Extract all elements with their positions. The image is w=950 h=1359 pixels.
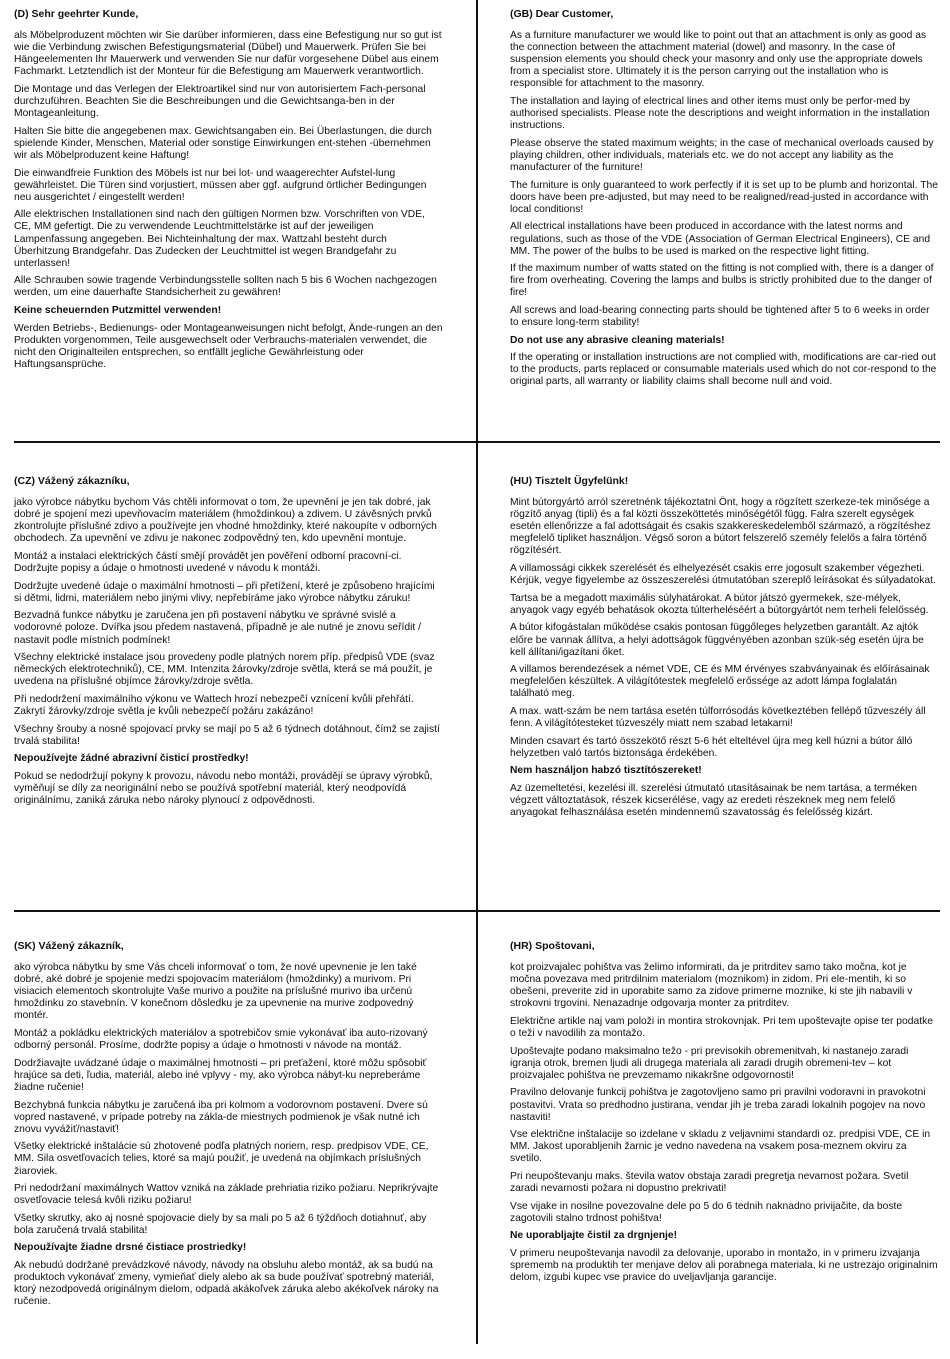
section-title: (HU) Tisztelt Ügyfelünk! xyxy=(510,475,629,487)
paragraph: kot proizvajalec pohištva vas želimo informirati, da je pritrditev samo tako močna, kot je močna povezava med pritrdilnim materialom (moznikom) in zidom. Pri ele-mentih, ki so obešeni, preverite zid in uporabite samo za zidove primerne moznike, ki ste jih nabavili v strokovni trgovini. Nenazadnje odgovarja monter za pritrditev. xyxy=(510,962,913,1010)
horizontal-divider-1 xyxy=(14,441,940,443)
paragraph: Pravilno delovanje funkcij pohištva je zagotovljeno samo pri pravilni vodoravni in pravokotni postavitvi. Vrata so predhodno justirana, vendar jih je treba zaradi lokalnih pogojev na novo nastaviti! xyxy=(510,1087,926,1123)
paragraph: Ak nebudú dodržané prevádzkové návody, návody na obsluhu alebo montáž, ak sa budú na produktoch vykonávať zmeny, vymieňať diely alebo ak sa bude používať spotrebný materiál, ktorý nezodpovedá originálnym dielom, odpadá akákoľvek záruka alebo akékoľvek nároky na ručenie. xyxy=(14,1260,439,1308)
paragraph: All screws and load-bearing connecting parts should be tightened after 5 to 6 weeks in order to ensure long-term stability! xyxy=(510,304,930,329)
paragraph: Dodržiavajte uvádzané údaje o maximálnej hmotnosti – pri preťažení, ktoré môžu spôsobiť hrajúce sa deti, ľudia, materiál, alebo iné vplyvy - my, ako výrobca nábyt-ku nepreberáme žiadne ručenie! xyxy=(14,1057,427,1093)
paragraph: Alle elektrischen Installationen sind nach den gültigen Normen bzw. Vorschriften von VDE, CE, MM gefertigt. Die zu verwendende Leuchtmittelstärke ist auf der jeweiligen Lampenfassung angegeben. Bei Nichteinhaltung der max. Wattzahl besteht durch Überhitzung Brandgefahr. Das Zudecken der Leuchtmittel ist wegen Brandgefahr zu unterlassen! xyxy=(14,209,425,269)
paragraph: Všetky skrutky, ako aj nosné spojovacie diely by sa mali po 5 až 6 týždňoch dotiahnuť, aby bola zaručená trvalá stabilita! xyxy=(14,1212,427,1236)
paragraph: A villamossági cikkek szerelését és elhelyezését csakis erre jogosult szakember végezheti. Kérjük, vegye figyelembe az összeszerelési útmutatóban szereplő leírásokat és súlyadatokat. xyxy=(510,563,936,587)
section-hr xyxy=(510,940,938,1290)
paragraph: Při nedodržení maximálního výkonu ve Wattech hrozí nebezpečí vznícení kvůli přehřátí. Zakrytí žárovky/zdroje světla je kvůli nebezpečí požáru zakázáno! xyxy=(14,693,414,717)
vertical-divider xyxy=(476,0,478,1344)
paragraph: als Möbelproduzent möchten wir Sie darüber informieren, dass eine Befestigung nur so gut ist wie die Verbindung zwischen Befestigungsmaterial (Dübel) und Mauerwerk. Prüfen Sie bei Hängeelementen Ihr Mauerwerk und verwenden Sie nur dafür vorgesehene Dübel aus einem Fachmarkt. Letztendlich ist der Monteur für die Befestigung am Mauerwerk verantwortlich. xyxy=(14,30,442,78)
cleaning-warning: Do not use any abrasive cleaning materials! xyxy=(510,334,725,346)
paragraph: Halten Sie bitte die angegebenen max. Gewichtsangaben ein. Bei Überlastungen, die durch spielende Kinder, Menschen, Material oder sonstige Einwirkungen ent-stehen -übernehmen wir als Möbelproduzent keine Haftung! xyxy=(14,125,432,161)
paragraph: A max. watt-szám be nem tartása esetén túlforrósodás következtében fellépő tűzveszély áll fenn. A világítótesteket túzveszély miatt nem szabad letakarni! xyxy=(510,706,926,730)
paragraph: Die einwandfreie Funktion des Möbels ist nur bei lot- und waagerechter Aufstel-lung gewährleistet. Die Türen sind vorjustiert, müssen aber ggf. aufgrund örtlicher Bedingungen neu ausgerichtet / eingestellt werden! xyxy=(14,167,427,203)
paragraph: Upoštevajte podano maksimalno težo - pri previsokih obremenitvah, ki nastanejo zaradi igranja otrok, bremen ljudi ali drugega materiala ali zaradi drugih obremeni-tev – kot proizvajalec pohištva ne prevzemamo nikakršne odgovornosti! xyxy=(510,1045,909,1081)
paragraph: Dodržujte uvedené údaje o maximální hmotnosti – při přetížení, které je způsobeno hrajícími si dětmi, lidmi, materiálem nebo jinými vlivy, nepřebíráme jako výrobce nábytku záruku! xyxy=(14,580,435,604)
section-hu xyxy=(510,475,938,825)
cleaning-warning: Nepoužívajte žiadne drsné čistiace prostriedky! xyxy=(14,1242,247,1254)
section-title: (CZ) Vážený zákazníku, xyxy=(14,475,130,487)
paragraph: Všechny elektrické instalace jsou provedeny podle platných norem příp. předpisů VDE (svaz německých elektrotechniků), CE, MM. Intenzita žárovky/zdroje světla, která se má použít, je uvedena na příslušné objímce žárovky/zdroje světla. xyxy=(14,652,435,688)
paragraph: Pri nedodržaní maximálnych Wattov vzniká na základe prehriatia riziko požiaru. Neprikrývajte osvetľovacie telesá kvôli riziku požiaru! xyxy=(14,1183,439,1207)
paragraph: Vse električne inštalacije so izdelane v skladu z veljavnimi standardi oz. predpisi VDE, CE in MM. Jakost uporabljenih žarnic je vedno navedena na vsakem posa-meznem okviru za svetilo. xyxy=(510,1129,931,1165)
paragraph: Die Montage und das Verlegen der Elektroartikel sind nur von autorisiertem Fach-personal durchzuführen. Beachten Sie die Beschreibungen und die Gewichtsanga-ben in der Montageanleitung. xyxy=(14,83,426,120)
paragraph: Tartsa be a megadott maximális súlyhatárokat. A bútor játszó gyermekek, sze-mélyek, anyagok vagy egyéb behatások okozta túlterheléséért a bútorgyártót nem terheli felelősség. xyxy=(510,592,929,616)
paragraph: Montáž a pokládku elektrických materiálov a spotrebičov smie vykonávať iba auto-rizovaný odborný personál. Prosíme, dodržte popisy a údaje o hmotnosti v návode na montáž. xyxy=(14,1028,428,1052)
paragraph: Minden csavart és tartó összekötő részt 5-6 hét elteltével újra meg kell húzni a bútor álló helyzetben való tartós biztonsága érdekében. xyxy=(510,735,913,759)
paragraph: If the operating or installation instructions are not complied with, modifications are car-ried out to the products, parts replaced or consumable materials used which do not cor-respond to the original parts, all warranty or liability claims shall become null and void. xyxy=(510,352,937,388)
paragraph: Montáž a instalaci elektrických částí smějí provádět jen pověření odborní pracovní-ci. Dodržujte popisy a údaje o hmotnosti uvedené v návodu k montáži. xyxy=(14,550,402,575)
paragraph: Električne artikle naj vam položi in montira strokovnjak. Pri tem upoštevajte opise ter podatke o teži v navodilih za montažo. xyxy=(510,1015,933,1040)
cleaning-warning: Ne uporabljajte čistil za drgnjenje! xyxy=(510,1230,678,1242)
paragraph: A villamos berendezések a német VDE, CE és MM érvényes szabványainak és előírásainak megfelelően készültek. A világítótestek megfelelő erőssége az adott lámpa foglalatán található meg. xyxy=(510,664,930,700)
paragraph: If the maximum number of watts stated on the fitting is not complied with, there is a danger of fire from overheating. Covering the lamps and bulbs is strictly prohibited due to the danger of fire! xyxy=(510,263,934,299)
paragraph: Werden Betriebs-, Bedienungs- oder Montageanweisungen nicht befolgt, Ände-rungen an den Produkten vorgenommen, Teile ausgewechselt oder Verbrauchs-materialen verwendet, die nicht den Originalteilen entsprechen, so entfällt jegliche Gewährleistung oder Haftungsansprüche. xyxy=(14,322,443,370)
paragraph: The furniture is only guaranteed to work perfectly if it is set up to be plumb and horizontal. The doors have been pre-adjusted, but may need to be realigned/read-justed in accordance with local conditions! xyxy=(510,179,938,215)
paragraph: V primeru neupoštevanja navodil za delovanje, uporabo in montažo, in v primeru izvajanja sprememb na produktih ter menjave delov ali porabnega materiala, ki ne ustrezajo originalnim delom, izgubi kupec vse pravice do uveljavljanja garancije. xyxy=(510,1247,938,1284)
paragraph: Bezvadná funkce nábytku je zaručena jen při postavení nábytku ve správné svislé a vodorovné poloze. Dvířka jsou předem nastavená, případně je ale nutné je znovu seřídit / nastavit podle místních podmínek! xyxy=(14,610,421,646)
paragraph: jako výrobce nábytku bychom Vás chtěli informovat o tom, že upevnění je jen tak dobré, jak dobré je spojení mezi upevňovacím materiálem (hmoždinkou) a zdivem. U závěsných prvků zkontrolujte příslušné zdivo a používejte jen vhodné hmoždinky, které nakoupíte v odborných obchodech. Za upevnění ve zdivu je nakonec zodpovědný ten, kdo upevnění montuje. xyxy=(14,497,437,545)
section-sk xyxy=(14,940,444,1314)
cleaning-warning: Nepoužívejte žádné abrazivní čisticí prostředky! xyxy=(14,753,249,765)
paragraph: Pokud se nedodržují pokyny k provozu, návodu nebo montáži, provádějí se úpravy výrobků, vyměňují se díly za neoriginální nebo se používá spotřební materiál, který neodpovídá originálnímu, zaniká záruka nebo nároky plynoucí z odpovědnosti. xyxy=(14,770,433,807)
section-title: (D) Sehr geehrter Kunde, xyxy=(14,8,139,20)
paragraph: Alle Schrauben sowie tragende Verbindungsstelle sollten nach 5 bis 6 Wochen nachgezogen werden, um eine dauerhafte Standsicherheit zu gewähren! xyxy=(14,275,437,299)
paragraph: Všechny šrouby a nosné spojovací prvky se mají po 5 až 6 týdnech dotáhnout, čímž se zajistí trvalá stabilita! xyxy=(14,723,440,747)
paragraph: Bezchybná funkcia nábytku je zaručená iba pri kolmom a vodorovnom postavení. Dvere sú vopred nastavené, v prípade potreby na zákla-de miestnych podmienok je však nutné ich znovu vyvážiť/nastaviť! xyxy=(14,1099,428,1135)
paragraph: Mint bútorgyártó arról szeretnénk tájékoztatni Önt, hogy a rögzített szerkeze-tek minősége a rögzítő anyag (tipli) és a fal közti összeköttetés minőségétől függ. Falra szerelt egységek esetén ellenőrizze a fal adottságait és csakis szakkereskedelemből származó, a rögzítéshez megfelelő tipliket használjon. Végső soron a bútort felszerelő személy felelős a falra történő rögzítésért. xyxy=(510,497,931,557)
paragraph: All electrical installations have been produced in accordance with the latest norms and regulations, such as those of the VDE (Association of German Electrical Engineers), CE and MM. The power of the bulbs to be used is marked on the respective light fitting. xyxy=(510,221,931,257)
section-de xyxy=(14,8,444,376)
section-title: (GB) Dear Customer, xyxy=(510,8,614,20)
paragraph: ako výrobca nábytku by sme Vás chceli informovať o tom, že nové upevnenie je len také dobré, aké dobré je spojenie medzi spojovacím materiálom (hmoždinky) a murivom. Pri visiacich elementoch skontrolujte Vaše murivo a použite na príslušné murivo iba určenú hmoždinku zo stavebnín. V konečnom dôsledku je za upevnenie na murive zodpovedný montér. xyxy=(14,962,417,1022)
paragraph: Please observe the stated maximum weights; in the case of mechanical overloads caused by playing children, other individuals, materials etc. we do not accept any liability as the manufacturer of the furniture! xyxy=(510,137,934,174)
paragraph: Az üzemeltetési, kezelési ill. szerelési útmutató utasításainak be nem tartása, a terméken végzett változtatások, részek kicserélése, vagy az eredeti részeknek meg nem felelő anyagokat felhasználása esetén mindennemű szavatosság és felelősség kizárt. xyxy=(510,782,917,819)
paragraph: Vse vijake in nosilne povezovalne dele po 5 do 6 tednih naknadno privijačite, da boste zagotovili stalno trdnost pohištva! xyxy=(510,1200,903,1224)
section-title: (HR) Spoštovani, xyxy=(510,940,595,952)
section-cz xyxy=(14,475,444,813)
paragraph: Pri neupoštevanju maks. števila watov obstaja zaradi pregretja nevarnost požara. Svetil zaradi nevarnosti požara ni dopustno prekrivati! xyxy=(510,1171,909,1195)
section-gb xyxy=(510,8,938,394)
paragraph: Všetky elektrické inštalácie sú zhotovené podľa platných noriem, resp. predpisov VDE, CE, MM. Sila osvetľovacích telies, ktoré sa majú použiť, je uvedená na objímkach príslušných žiaroviek. xyxy=(14,1141,429,1177)
paragraph: As a furniture manufacturer we would like to point out that an attachment is only as good as the connection between the attachment material (dowel) and masonry. In the case of suspension elements you should check your masonry and only use the appropriate dowels from a specialist store. Ultimately it is the person carrying out the installation who is responsible for attachment to the masonry. xyxy=(510,30,927,90)
section-title: (SK) Vážený zákazník, xyxy=(14,940,124,952)
horizontal-divider-2 xyxy=(14,910,940,912)
paragraph: The installation and laying of electrical lines and other items must only be perfor-med by authorised specialists. Please note the descriptions and weight information in the installation instructions. xyxy=(510,96,930,132)
cleaning-warning: Keine scheuernden Putzmittel verwenden! xyxy=(14,304,222,316)
cleaning-warning: Nem használjon habzó tisztítószereket! xyxy=(510,765,702,777)
paragraph: A bútor kifogástalan működése csakis pontosan függőleges helyzetben garantált. Az ajtók előre be vannak állítva, a helyi adottságok függvényében azonban szük-ség esetén újra be kell állítani/igazítani őket. xyxy=(510,622,924,658)
